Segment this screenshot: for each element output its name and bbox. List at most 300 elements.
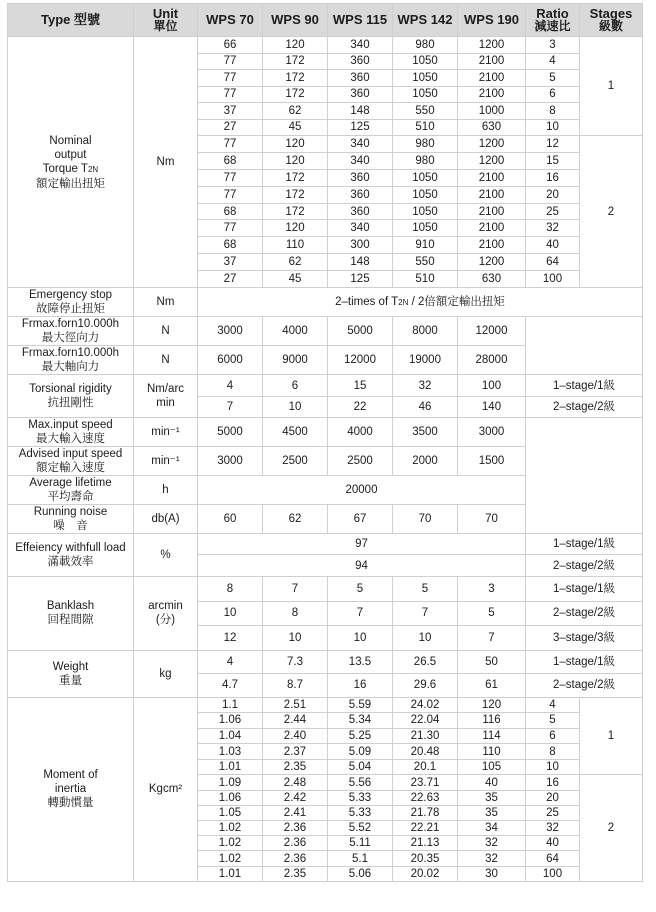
value-cell: 1.1: [198, 697, 263, 713]
value-cell: 77: [198, 70, 263, 87]
value-cell: 2100: [458, 86, 526, 103]
value-cell: 1050: [393, 203, 458, 220]
label-line: Nominal: [49, 134, 92, 147]
ratio-cell: 8: [526, 103, 580, 120]
header-stages: [580, 4, 643, 37]
value-cell: 77: [198, 186, 263, 203]
torque-subscript: 2N: [87, 164, 99, 174]
value-cell: 1.01: [198, 866, 263, 881]
unit-cell: kg: [134, 650, 198, 697]
value-cell: 32: [393, 375, 458, 397]
ratio-cell: 25: [526, 203, 580, 220]
value-cell: 120: [263, 136, 328, 153]
value-cell: 148: [328, 254, 393, 271]
value-cell: 27: [198, 271, 263, 288]
label-line: inertia: [54, 783, 87, 796]
value-cell: 125: [328, 271, 393, 288]
value-cell: 7: [458, 626, 526, 651]
value-cell: 980: [393, 136, 458, 153]
header-type-label: Type 型號: [41, 12, 100, 27]
value-cell: 2.44: [263, 713, 328, 729]
value-cell: 120: [263, 220, 328, 237]
table-row: [8, 375, 643, 397]
value-cell: 20.48: [393, 744, 458, 760]
value-cell: 1200: [458, 136, 526, 153]
value-cell: 510: [393, 271, 458, 288]
table-row: [8, 577, 643, 602]
stage-cell: 2–stage/2級: [526, 555, 643, 577]
blank-cell: [526, 418, 643, 534]
ratio-cell: 8: [526, 744, 580, 760]
value-cell: 66: [198, 37, 263, 54]
value-cell: 630: [458, 119, 526, 136]
value-cell: 7: [393, 601, 458, 626]
value-cell: 125: [328, 119, 393, 136]
value-cell: 5.1: [328, 851, 393, 866]
stage-cell: 1: [580, 37, 643, 136]
value-cell: 7: [263, 577, 328, 602]
header-model-label: WPS 70: [206, 12, 254, 27]
value-cell: 5000: [328, 317, 393, 346]
value-cell: 980: [393, 152, 458, 169]
value-cell: 2100: [458, 186, 526, 203]
label-line: 額定輸入速度: [36, 462, 105, 475]
value-cell: 360: [328, 70, 393, 87]
table-row: [8, 697, 643, 713]
emergency-subscript: 2N: [398, 297, 409, 307]
value-cell: 29.6: [393, 674, 458, 698]
value-cell: 340: [328, 152, 393, 169]
value-cell: 116: [458, 713, 526, 729]
value-cell: 630: [458, 271, 526, 288]
value-cell: 20.02: [393, 866, 458, 881]
value-cell: 172: [263, 203, 328, 220]
value-cell: 1200: [458, 254, 526, 271]
value-cell: 4000: [263, 317, 328, 346]
value-cell: 12000: [458, 317, 526, 346]
lifetime-label: [8, 476, 134, 505]
value-cell: 2100: [458, 169, 526, 186]
value-cell: 5.09: [328, 744, 393, 760]
ratio-cell: 4: [526, 53, 580, 70]
value-cell: 7: [198, 397, 263, 418]
value-cell: 1050: [393, 186, 458, 203]
value-cell: 100: [458, 375, 526, 397]
value-cell: 45: [263, 271, 328, 288]
header-model-wps70: [198, 4, 263, 37]
value-cell: 2.42: [263, 790, 328, 805]
spec-body: [8, 37, 643, 882]
emergency-label: [8, 288, 134, 317]
value-cell: 1.03: [198, 744, 263, 760]
table-row: [8, 534, 643, 555]
ratio-cell: 4: [526, 697, 580, 713]
value-cell: 77: [198, 53, 263, 70]
value-cell: 3000: [198, 317, 263, 346]
value-cell: 5: [458, 601, 526, 626]
value-cell: 8: [263, 601, 328, 626]
value-cell: 62: [263, 505, 328, 534]
efficiency-value: 94: [198, 555, 526, 577]
stage-cell: 2–stage/2級: [526, 601, 643, 626]
unit-cell: min⁻¹: [134, 418, 198, 447]
label-line: Max.input speed: [28, 419, 113, 432]
value-cell: 1.02: [198, 851, 263, 866]
ratio-cell: 10: [526, 759, 580, 775]
value-cell: 21.13: [393, 836, 458, 851]
value-cell: 1200: [458, 37, 526, 54]
value-cell: 35: [458, 805, 526, 820]
label-line: Moment of: [43, 769, 98, 782]
unit-cell: Nm: [134, 37, 198, 288]
value-cell: 2.41: [263, 805, 328, 820]
emergency-prefix: 2–times of T: [335, 295, 399, 308]
stage-cell: 2: [580, 775, 643, 881]
value-cell: 4: [198, 375, 263, 397]
value-cell: 45: [263, 119, 328, 136]
label-line: 回程間隙: [47, 614, 94, 627]
value-cell: 172: [263, 86, 328, 103]
value-cell: 10: [263, 397, 328, 418]
label-line: 最大徑向力: [41, 332, 100, 345]
header-ratio-zh: 減速比: [534, 19, 571, 33]
value-cell: 1.05: [198, 805, 263, 820]
value-cell: 68: [198, 237, 263, 254]
value-cell: 2100: [458, 237, 526, 254]
ratio-cell: 15: [526, 152, 580, 169]
ratio-cell: 100: [526, 271, 580, 288]
value-cell: 550: [393, 103, 458, 120]
value-cell: 68: [198, 152, 263, 169]
header-ratio-en: Ratio: [536, 6, 569, 21]
value-cell: 1050: [393, 169, 458, 186]
weight-label: [8, 650, 134, 697]
stage-cell: 2: [580, 136, 643, 288]
header-unit-en: Unit: [152, 6, 179, 21]
value-cell: 22.21: [393, 821, 458, 836]
value-cell: 1.04: [198, 728, 263, 744]
value-cell: 1.01: [198, 759, 263, 775]
value-cell: 13.5: [328, 650, 393, 674]
table-row: [8, 418, 643, 447]
value-cell: 46: [393, 397, 458, 418]
value-cell: 12: [198, 626, 263, 651]
value-cell: 5.33: [328, 805, 393, 820]
ratio-cell: 3: [526, 37, 580, 54]
label-line: 轉動慣量: [47, 797, 94, 810]
value-cell: 2.40: [263, 728, 328, 744]
table-row: [8, 650, 643, 674]
value-cell: 3: [458, 577, 526, 602]
torque-label: [8, 37, 134, 288]
value-cell: 30: [458, 866, 526, 881]
value-cell: 10: [198, 601, 263, 626]
ratio-cell: 20: [526, 186, 580, 203]
stage-cell: 1: [580, 697, 643, 775]
value-cell: 2500: [263, 447, 328, 476]
value-cell: 6000: [198, 346, 263, 375]
label-line: Frmax.forn10.000h: [21, 347, 120, 360]
value-cell: 77: [198, 136, 263, 153]
ratio-cell: 25: [526, 805, 580, 820]
backlash-label: [8, 577, 134, 651]
value-cell: 2.36: [263, 836, 328, 851]
noise-label: [8, 505, 134, 534]
value-cell: 77: [198, 220, 263, 237]
label-line: 故障停止扭矩: [36, 303, 105, 316]
value-cell: 34: [458, 821, 526, 836]
value-cell: 62: [263, 103, 328, 120]
value-cell: 340: [328, 37, 393, 54]
ratio-cell: 5: [526, 70, 580, 87]
value-cell: 6: [263, 375, 328, 397]
label-line: [8, 162, 133, 177]
table-row: [8, 317, 643, 346]
value-cell: 2.36: [263, 851, 328, 866]
value-cell: 4: [198, 650, 263, 674]
torsional-label: [8, 375, 134, 418]
header-model-wps115: [328, 4, 393, 37]
emergency-value: [198, 288, 643, 317]
unit-cell: Nm: [134, 288, 198, 317]
value-cell: 2100: [458, 203, 526, 220]
inertia-label: [8, 697, 134, 881]
stage-cell: 1–stage/1級: [526, 577, 643, 602]
value-cell: 2.35: [263, 759, 328, 775]
value-cell: 1050: [393, 220, 458, 237]
value-cell: 3500: [393, 418, 458, 447]
ratio-cell: 100: [526, 866, 580, 881]
value-cell: 24.02: [393, 697, 458, 713]
header-model-wps190: [458, 4, 526, 37]
lifetime-value: 20000: [198, 476, 526, 505]
value-cell: 8: [198, 577, 263, 602]
value-cell: 27: [198, 119, 263, 136]
value-cell: 5: [328, 577, 393, 602]
unit-cell: h: [134, 476, 198, 505]
value-cell: 20.1: [393, 759, 458, 775]
ratio-cell: 16: [526, 169, 580, 186]
header-row: [8, 4, 643, 37]
ratio-cell: 6: [526, 728, 580, 744]
header-model-label: WPS 142: [397, 12, 453, 27]
unit-cell: db(A): [134, 505, 198, 534]
label-line: 噪 音: [53, 520, 88, 533]
value-cell: 360: [328, 86, 393, 103]
stage-cell: 3–stage/3級: [526, 626, 643, 651]
value-cell: 67: [328, 505, 393, 534]
value-cell: 340: [328, 220, 393, 237]
value-cell: 28000: [458, 346, 526, 375]
header-stages-en: Stages: [589, 6, 633, 21]
label-line: Average lifetime: [29, 477, 112, 490]
value-cell: 110: [263, 237, 328, 254]
value-cell: 21.78: [393, 805, 458, 820]
value-cell: 2.36: [263, 821, 328, 836]
label-line: Frmax.forn10.000h: [21, 318, 120, 331]
ratio-cell: 12: [526, 136, 580, 153]
max_input-label: [8, 418, 134, 447]
value-cell: 5: [393, 577, 458, 602]
value-cell: 1.06: [198, 713, 263, 729]
label-line: output: [54, 148, 87, 161]
label-line: 最大輸入速度: [36, 433, 105, 446]
unit-line: Nm/arc: [146, 383, 185, 396]
header-model-wps90: [263, 4, 328, 37]
ratio-cell: 32: [526, 220, 580, 237]
value-cell: 172: [263, 186, 328, 203]
value-cell: 360: [328, 53, 393, 70]
value-cell: 360: [328, 203, 393, 220]
value-cell: 62: [263, 254, 328, 271]
value-cell: 5.52: [328, 821, 393, 836]
value-cell: 12000: [328, 346, 393, 375]
value-cell: 32: [458, 851, 526, 866]
axial_force-label: [8, 346, 134, 375]
table-row: [8, 37, 643, 54]
value-cell: 15: [328, 375, 393, 397]
value-cell: 10: [393, 626, 458, 651]
label-line: 重量: [59, 674, 82, 687]
value-cell: 70: [458, 505, 526, 534]
stage-cell: 1–stage/1級: [526, 534, 643, 555]
value-cell: 2.37: [263, 744, 328, 760]
spec-table: [7, 3, 643, 882]
value-cell: 2.51: [263, 697, 328, 713]
value-cell: 5.06: [328, 866, 393, 881]
value-cell: 16: [328, 674, 393, 698]
value-cell: 980: [393, 37, 458, 54]
ratio-cell: 16: [526, 775, 580, 790]
value-cell: 550: [393, 254, 458, 271]
unit-line: min: [156, 397, 175, 410]
radial_force-label: [8, 317, 134, 346]
stage-cell: 2–stage/2級: [526, 674, 643, 698]
unit-line: arcmin: [148, 600, 183, 613]
value-cell: 105: [458, 759, 526, 775]
value-cell: 2100: [458, 53, 526, 70]
value-cell: 68: [198, 203, 263, 220]
value-cell: 148: [328, 103, 393, 120]
value-cell: 21.30: [393, 728, 458, 744]
value-cell: 1.06: [198, 790, 263, 805]
ratio-cell: 64: [526, 851, 580, 866]
label-line: Banklash: [46, 600, 95, 613]
label-line: 抗扭剛性: [47, 397, 94, 410]
ratio-cell: 10: [526, 119, 580, 136]
stage-cell: 1–stage/1級: [526, 650, 643, 674]
value-cell: 2.35: [263, 866, 328, 881]
value-cell: 50: [458, 650, 526, 674]
unit-cell: N: [134, 346, 198, 375]
value-cell: 5.25: [328, 728, 393, 744]
value-cell: 510: [393, 119, 458, 136]
ratio-cell: 6: [526, 86, 580, 103]
value-cell: 172: [263, 169, 328, 186]
value-cell: 22: [328, 397, 393, 418]
value-cell: 4500: [263, 418, 328, 447]
label-line: Torsional rigidity: [29, 383, 112, 396]
value-cell: 5.33: [328, 790, 393, 805]
ratio-cell: 64: [526, 254, 580, 271]
label-line: Emergency stop: [28, 289, 113, 302]
stage-cell: 1–stage/1級: [526, 375, 643, 397]
value-cell: 22.63: [393, 790, 458, 805]
value-cell: 37: [198, 103, 263, 120]
value-cell: 10: [263, 626, 328, 651]
unit-line: (分): [155, 614, 176, 627]
value-cell: 37: [198, 254, 263, 271]
value-cell: 1000: [458, 103, 526, 120]
value-cell: 3000: [198, 447, 263, 476]
label-line: 額定輸出扭矩: [36, 177, 105, 190]
efficiency-label: [8, 534, 134, 577]
value-cell: 32: [458, 836, 526, 851]
header-stages-zh: 級數: [598, 19, 623, 33]
value-cell: 910: [393, 237, 458, 254]
value-cell: 61: [458, 674, 526, 698]
table-row: [8, 288, 643, 317]
header-model-label: WPS 115: [332, 12, 388, 27]
advised_input-label: [8, 447, 134, 476]
value-cell: 340: [328, 136, 393, 153]
value-cell: 172: [263, 70, 328, 87]
unit-cell: Kgcm²: [134, 697, 198, 881]
unit-cell: [134, 375, 198, 418]
unit-cell: min⁻¹: [134, 447, 198, 476]
header-model-wps142: [393, 4, 458, 37]
value-cell: 1500: [458, 447, 526, 476]
value-cell: 114: [458, 728, 526, 744]
value-cell: 26.5: [393, 650, 458, 674]
value-cell: 60: [198, 505, 263, 534]
value-cell: 1050: [393, 53, 458, 70]
ratio-cell: 32: [526, 821, 580, 836]
value-cell: 77: [198, 86, 263, 103]
value-cell: 140: [458, 397, 526, 418]
value-cell: 2000: [393, 447, 458, 476]
value-cell: 300: [328, 237, 393, 254]
value-cell: 7.3: [263, 650, 328, 674]
value-cell: 5.59: [328, 697, 393, 713]
value-cell: 120: [458, 697, 526, 713]
value-cell: 7: [328, 601, 393, 626]
value-cell: 360: [328, 169, 393, 186]
value-cell: 3000: [458, 418, 526, 447]
ratio-cell: 5: [526, 713, 580, 729]
value-cell: 4000: [328, 418, 393, 447]
value-cell: 19000: [393, 346, 458, 375]
value-cell: 1050: [393, 70, 458, 87]
emergency-suffix: / 2倍額定輸出扭矩: [408, 295, 505, 308]
value-cell: 70: [393, 505, 458, 534]
label-line: 滿載效率: [47, 556, 94, 569]
header-type: [8, 4, 134, 37]
header-unit: [134, 4, 198, 37]
label-line: Running noise: [33, 506, 108, 519]
stage-cell: 2–stage/2級: [526, 397, 643, 418]
value-cell: 1.02: [198, 836, 263, 851]
value-cell: 120: [263, 152, 328, 169]
value-cell: 360: [328, 186, 393, 203]
header-model-label: WPS 190: [464, 12, 519, 27]
value-cell: 9000: [263, 346, 328, 375]
ratio-cell: 40: [526, 237, 580, 254]
value-cell: 2.48: [263, 775, 328, 790]
value-cell: 120: [263, 37, 328, 54]
value-cell: 5.56: [328, 775, 393, 790]
ratio-cell: 40: [526, 836, 580, 851]
